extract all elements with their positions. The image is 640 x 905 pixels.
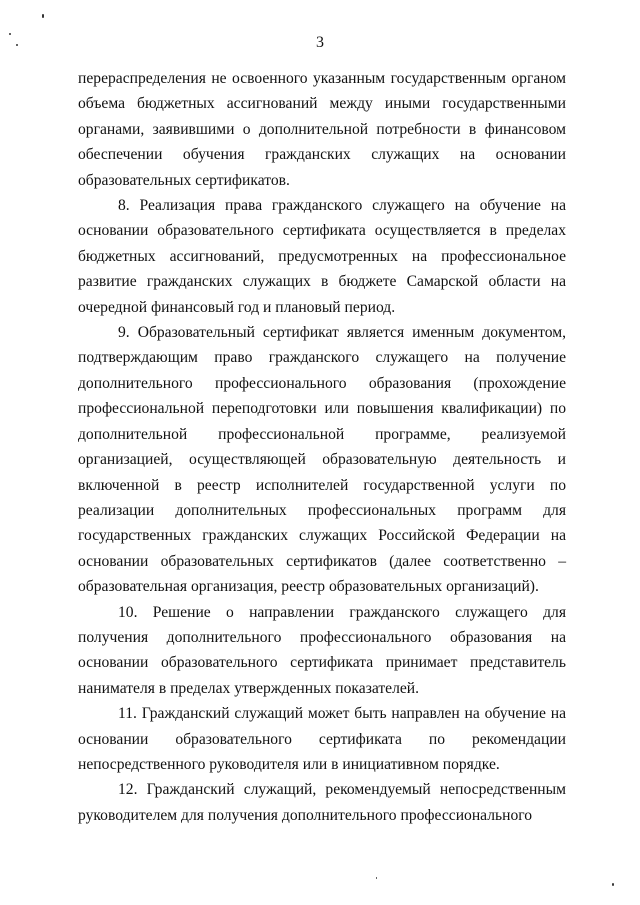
paragraph-item-10: 10. Решение о направлении гражданского служащего для получения дополнительного профессионального образования на основании образовательного сертификата принимает представитель нанимателя в пределах утвержденных показателей.: [78, 603, 566, 697]
paragraph-item-11: 11. Гражданский служащий может быть направлен на обучение на основании образовательного сертификата по рекомендации непосредственного руководителя или в инициативном порядке.: [78, 705, 566, 773]
paragraph-continuation: перераспределения не освоенного указанным государственным органом объема бюджетных ассигнований между иными государственными органами, заявившими о дополнительной потребности в финансовом обеспечении обучения гражданских служащих на основании образовательных сертификатов.: [78, 70, 566, 189]
document-body: [78, 66, 566, 828]
paragraph-item-8: 8. Реализация права гражданского служащего на обучение на основании образовательного сертификата осуществляется в пределах бюджетных ассигнований, предусмотренных на профессиональное развитие гражданских служащих в бюджете Самарской области на очередной финансовый год и плановый период.: [78, 197, 566, 316]
scan-speck: [42, 14, 44, 18]
paragraph-item-9: 9. Образовательный сертификат является именным документом, подтверждающим право гражданского служащего на получение дополнительного профессионального образования (прохождение профессиональной переподготовки или повышения квалификации) по дополнительной профессиональной программе, реализуемой организацией, осуществляющей образовательную деятельность и включенной в реестр исполнителей государственной услуги по реализации дополнительных профессиональных программ для государственных гражданских служащих Российской Федерации на основании образовательных сертификатов (далее соответственно – образовательная организация, реестр образовательных организаций).: [78, 324, 566, 596]
scan-speck: [612, 883, 614, 886]
scan-speck: [376, 877, 377, 879]
paragraph-item-12: 12. Гражданский служащий, рекомендуемый непосредственным руководителем для получения дополнительного профессионального: [78, 781, 566, 824]
page-number: 3: [316, 34, 324, 51]
